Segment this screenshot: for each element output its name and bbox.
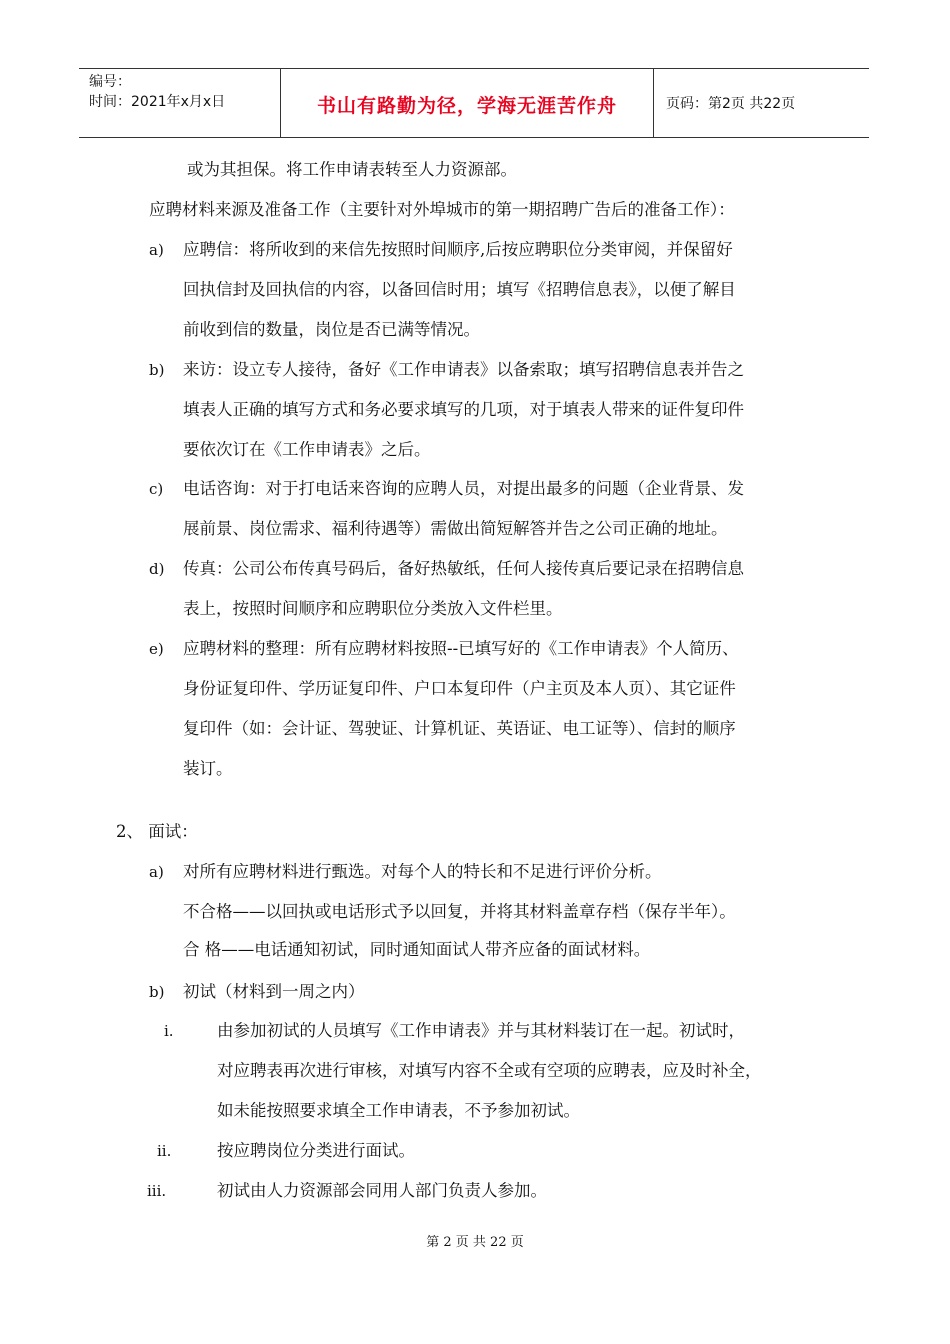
body-line: 电话咨询：对于打电话来咨询的应聘人员，对提出最多的问题（企业背景、发 <box>183 479 744 498</box>
list-marker: b) <box>149 983 165 1001</box>
body-line: 来访：设立专人接待，备好《工作申请表》以备索取；填写招聘信息表并告之 <box>183 360 744 379</box>
body-line: 由参加初试的人员填写《工作申请表》并与其材料装订在一起。初试时， <box>217 1021 745 1040</box>
header-motto-cell <box>281 69 654 137</box>
body-line: 填表人正确的填写方式和务必要求填写的几项，对于填表人带来的证件复印件 <box>183 400 744 419</box>
body-line: 传真：公司公布传真号码后，备好热敏纸，任何人接传真后要记录在招聘信息 <box>183 559 744 578</box>
body-line: 初试由人力资源部会同用人部门负责人参加。 <box>217 1181 547 1200</box>
body-line: 初试（材料到一周之内） <box>183 982 365 1001</box>
body-line: 不合格——以回执或电话形式予以回复，并将其材料盖章存档（保存半年）。 <box>183 902 736 921</box>
document-time: 时间：2021年x月x日 <box>89 94 226 110</box>
body-line: 应聘材料的整理：所有应聘材料按照--已填写好的《工作申请表》个人简历、 <box>183 639 739 658</box>
body-line: 对所有应聘材料进行甄选。对每个人的特长和不足进行评价分析。 <box>183 862 662 881</box>
body-line: 要依次订在《工作申请表》之后。 <box>183 440 431 459</box>
document-number: 编号： <box>89 74 131 90</box>
header-page-cell <box>654 69 869 137</box>
list-marker: ii. <box>157 1142 172 1160</box>
body-line: 对应聘表再次进行审核，对填写内容不全或有空项的应聘表，应及时补全， <box>217 1061 762 1080</box>
body-line: 前收到信的数量，岗位是否已满等情况。 <box>183 320 480 339</box>
list-marker: iii. <box>147 1182 167 1200</box>
body-line: 或为其担保。将工作申请表转至人力资源部。 <box>187 160 517 179</box>
list-marker: i. <box>164 1022 174 1040</box>
section-heading: 2、 面试： <box>116 822 198 841</box>
list-marker: b) <box>149 361 165 379</box>
body-line: 回执信封及回执信的内容，以备回信时用；填写《招聘信息表》，以便了解目 <box>183 280 736 299</box>
body-line: 按应聘岗位分类进行面试。 <box>217 1141 415 1160</box>
list-marker: e) <box>149 640 164 658</box>
body-line: 表上，按照时间顺序和应聘职位分类放入文件栏里。 <box>183 599 563 618</box>
body-line: 如未能按照要求填全工作申请表，不予参加初试。 <box>217 1101 580 1120</box>
document-header <box>79 68 869 138</box>
header-page-number: 页码：第2页 共22页 <box>666 96 796 112</box>
list-marker: a) <box>149 863 164 881</box>
body-line: 应聘材料来源及准备工作（主要针对外埠城市的第一期招聘广告后的准备工作）： <box>149 200 735 219</box>
body-line: 复印件（如：会计证、驾驶证、计算机证、英语证、电工证等）、信封的顺序 <box>183 719 736 738</box>
body-line: 装订。 <box>183 759 233 778</box>
body-line: 展前景、岗位需求、福利待遇等）需做出简短解答并告之公司正确的地址。 <box>183 519 728 538</box>
header-motto: 书山有路勤为径，学海无涯苦作舟 <box>316 95 617 117</box>
list-marker: d) <box>149 560 165 578</box>
body-line: 身份证复印件、学历证复印件、户口本复印件（户主页及本人页）、其它证件 <box>183 679 736 698</box>
page-footer: 第 2 页 共 22 页 <box>426 1235 524 1250</box>
header-meta-cell <box>79 69 281 137</box>
list-marker: a) <box>149 241 164 259</box>
body-line: 合 格——电话通知初试，同时通知面试人带齐应备的面试材料。 <box>183 940 651 959</box>
body-line: 应聘信：将所收到的来信先按照时间顺序,后按应聘职位分类审阅，并保留好 <box>183 240 733 259</box>
list-marker: c) <box>149 480 164 498</box>
